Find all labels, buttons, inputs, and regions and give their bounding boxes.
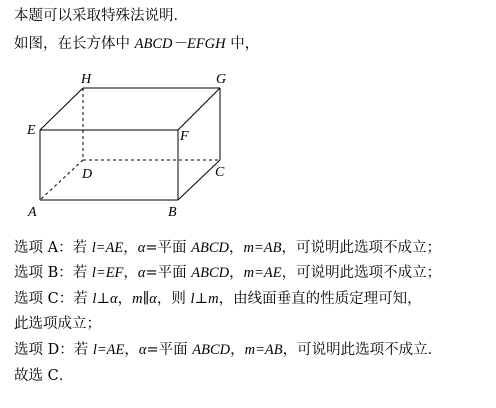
intro-line-1: 本题可以采取特殊法说明．	[14, 8, 188, 24]
option-c-continued: 此选项成立；	[14, 316, 101, 332]
option-b: 选项 B：若 l=EF，α=平面 ABCD，m=AE，可说明此选项不成立；	[14, 265, 442, 281]
vertex-label-H: H	[81, 72, 92, 87]
option-a: 选项 A：若 l=AE，α=平面 ABCD，m=AB，可说明此选项不成立；	[14, 240, 441, 256]
conclusion: 故选 C．	[14, 368, 74, 384]
edge-DA-hidden	[40, 160, 83, 200]
option-d: 选项 D：若 l=AE，α=平面 ABCD，m=AB，可说明此选项不成立．	[14, 342, 443, 358]
vertex-label-D: D	[82, 167, 93, 182]
vertex-label-C: C	[215, 165, 225, 180]
intro-line-2: 如图，在长方体中 ABCD－EFGH 中，	[14, 36, 260, 52]
vertex-label-A: A	[28, 205, 37, 220]
vertex-label-F: F	[180, 129, 189, 144]
edge-EH	[40, 88, 83, 130]
edge-CB	[178, 160, 220, 200]
solid-name: ABCD－EFGH	[134, 36, 226, 52]
edge-GF	[178, 88, 220, 130]
vertex-label-G: G	[216, 72, 227, 87]
vertex-label-B: B	[168, 205, 177, 220]
vertex-label-E: E	[27, 123, 36, 138]
option-c: 选项 C：若 l⊥α，m∥α，则 l⊥m，由线面垂直的性质定理可知，	[14, 291, 422, 307]
